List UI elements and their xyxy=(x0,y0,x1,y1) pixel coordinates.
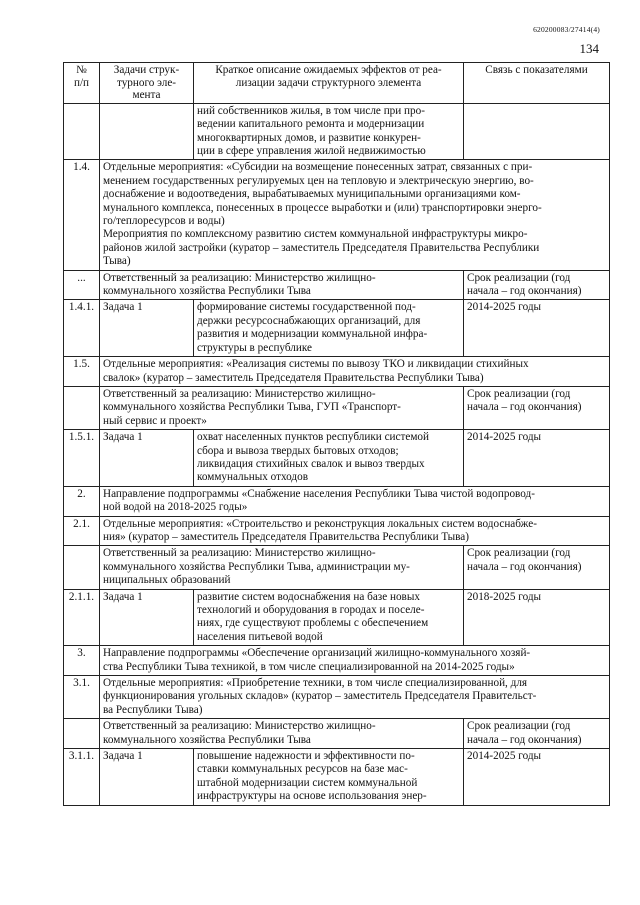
years-cell: 2014-2025 годы xyxy=(464,300,610,357)
effect-cell: развитие систем водоснабжения на базе новых технологий и оборудования в городах и поселе- ниях, где существуют проблемы с обеспечением населения питьевой водой xyxy=(194,589,464,646)
row-number: 2.1. xyxy=(64,516,100,546)
task-cell: Задача 1 xyxy=(100,589,194,646)
years-cell: 2018-2025 годы xyxy=(464,589,610,646)
table-row xyxy=(64,646,610,676)
column-header-number: № п/п xyxy=(64,63,100,104)
table-header-row xyxy=(64,63,610,104)
task-cell: Задача 1 xyxy=(100,430,194,487)
measure-text: Отдельные мероприятия: «Приобретение техники, в том числе специализированной, для функционирования угольных складов» (куратор – заместитель Председателя Правительст- ва Республики Тыва) xyxy=(100,676,610,719)
column-header-effects: Краткое описание ожидаемых эффектов от реа- лизации задачи структурного элемента xyxy=(194,63,464,104)
table-row xyxy=(64,300,610,357)
table-row xyxy=(64,270,610,300)
row-number: 3. xyxy=(64,646,100,676)
responsible-text: Ответственный за реализацию: Министерство жилищно- коммунального хозяйства Республики Тыва, ГУП «Транспорт- ный сервис и проект» xyxy=(100,386,464,429)
table-row xyxy=(64,160,610,270)
years-cell: 2014-2025 годы xyxy=(464,430,610,487)
effect-cell: повышение надежности и эффективности по- ставки коммунальных ресурсов на базе мас- штабной модернизации систем коммунальной инфраструктуры на основе использования энер- xyxy=(194,749,464,806)
row-number: 2.1.1. xyxy=(64,589,100,646)
term-text: Срок реализации (год начала – год окончания) xyxy=(464,719,610,749)
effect-cell: ний собственников жилья, в том числе при про- ведении капитального ремонта и модернизации многоквартирных домов, и развитие конкурен- ции в сфере управления жилой недвижимостью xyxy=(194,103,464,160)
row-number: 1.4. xyxy=(64,160,100,270)
term-text: Срок реализации (год начала – год окончания) xyxy=(464,386,610,429)
row-number: 1.4.1. xyxy=(64,300,100,357)
column-header-link: Связь с показателями xyxy=(464,63,610,104)
direction-text: Направление подпрограммы «Обеспечение организаций жилищно-коммунального хозяй- ства Республики Тыва техникой, в том числе специализированной на 2014-2025 годы» xyxy=(100,646,610,676)
years-cell: 2014-2025 годы xyxy=(464,749,610,806)
responsible-text: Ответственный за реализацию: Министерство жилищно- коммунального хозяйства Республики Тыва xyxy=(100,719,464,749)
responsible-text: Ответственный за реализацию: Министерство жилищно- коммунального хозяйства Республики Тыва xyxy=(100,270,464,300)
row-number: ... xyxy=(64,270,100,300)
table-row xyxy=(64,430,610,487)
row-number: 3.1.1. xyxy=(64,749,100,806)
row-number: 1.5. xyxy=(64,357,100,387)
measure-text: Отдельные мероприятия: «Строительство и реконструкция локальных систем водоснабже- ния» (куратор – заместитель Председателя Правительства Республики Тыва) xyxy=(100,516,610,546)
row-number: 3.1. xyxy=(64,676,100,719)
table-row xyxy=(64,546,610,589)
term-text: Срок реализации (год начала – год окончания) xyxy=(464,546,610,589)
effect-cell: формирование системы государственной под- держки ресурсоснабжающих организаций, для развития и модернизации коммунальной инфра- структуры в республике xyxy=(194,300,464,357)
program-table xyxy=(63,62,610,806)
direction-text: Направление подпрограммы «Снабжение населения Республики Тыва чистой водопровод- ной водой на 2018-2025 годы» xyxy=(100,486,610,516)
document-code: 620200083/27414(4) xyxy=(533,25,600,34)
row-number: 1.5.1. xyxy=(64,430,100,487)
responsible-text: Ответственный за реализацию: Министерство жилищно- коммунального хозяйства Республики Тыва, администрации му- ниципальных образований xyxy=(100,546,464,589)
page-number: 134 xyxy=(579,41,599,56)
measure-text: Отдельные мероприятия: «Реализация системы по вывозу ТКО и ликвидации стихийных свалок» (куратор – заместитель Председателя Правительства Республики Тыва) xyxy=(100,357,610,387)
table-row xyxy=(64,719,610,749)
table-row xyxy=(64,589,610,646)
column-header-tasks: Задачи струк- турного эле- мента xyxy=(100,63,194,104)
table-row xyxy=(64,386,610,429)
row-number: 2. xyxy=(64,486,100,516)
measure-text: Отдельные мероприятия: «Субсидии на возмещение понесенных затрат, связанных с при- менением государственных регулируемых цен на тепловую и электрическую энергию, во- доснабжение и водоотведения, вырабатываемых муниципальными организациями ком- мунального комплекса, понесенных в процессе выработки и (или) транспортировки энерго- го/теплоресурсов и воды) Мероприятия по комплексному развитию систем коммунальной инфраструктуры микро- районов жилой застройки (куратор – заместитель Председателя Правительства Республики Тыва) xyxy=(100,160,610,270)
table-row xyxy=(64,676,610,719)
table-row xyxy=(64,103,610,160)
table-row xyxy=(64,516,610,546)
table-row xyxy=(64,357,610,387)
table-row xyxy=(64,749,610,806)
effect-cell: охват населенных пунктов республики системой сбора и вывоза твердых бытовых отходов; ликвидация стихийных свалок и вывоз твердых коммунальных отходов xyxy=(194,430,464,487)
task-cell: Задача 1 xyxy=(100,300,194,357)
term-text: Срок реализации (год начала – год окончания) xyxy=(464,270,610,300)
table-row xyxy=(64,486,610,516)
task-cell: Задача 1 xyxy=(100,749,194,806)
